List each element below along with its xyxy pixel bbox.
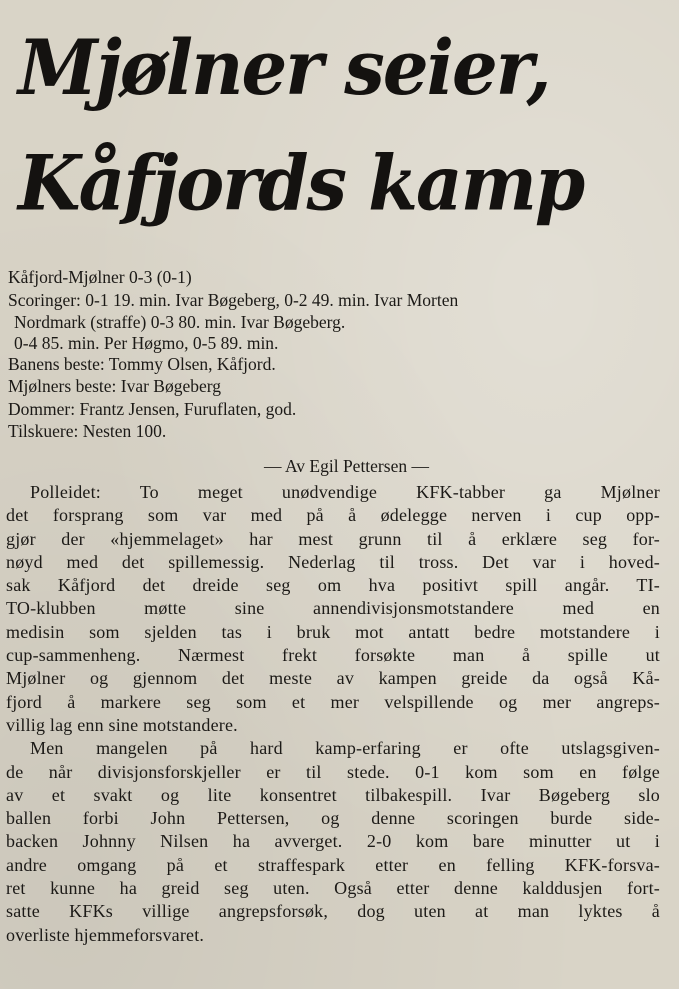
headline-line-1: Mjølner seier,	[18, 22, 550, 112]
spectators: Tilskuere: Nesten 100.	[8, 421, 167, 441]
headline-line-2: Kåfjords kamp	[18, 138, 584, 228]
article-body	[6, 481, 660, 947]
body-line: Men mangelen på hard kamp-erfaring er ofte utslagsgiven-	[30, 738, 660, 759]
body-line: av et svakt og lite konsentret tilbakespill. Ivar Bøgeberg slo	[6, 784, 660, 805]
body-line: overliste hjemmeforsvaret.	[6, 924, 205, 945]
body-line: andre omgang på et straffespark etter en felling KFK-forsva-	[6, 854, 660, 875]
byline: — Av Egil Pettersen —	[264, 456, 429, 476]
match-result: Kåfjord-Mjølner 0-3 (0-1)	[8, 267, 192, 287]
body-line: de når divisjonsforskjeller er til stede. 0-1 kom som en følge	[6, 761, 660, 782]
body-line: ballen forbi John Pettersen, og denne scoringen burde side-	[6, 808, 660, 829]
body-line: satte KFKs villige angrepsforsøk, dog uten at man lyktes å	[6, 901, 660, 922]
body-line: villig lag enn sine motstandere.	[6, 714, 238, 735]
body-line: TO-klubben møtte sine annendivisjonsmotstandere med en	[6, 598, 660, 619]
scorers-line-1: Scoringer: 0-1 19. min. Ivar Bøgeberg, 0-2 49. min. Ivar Morten	[8, 289, 459, 310]
referee: Dommer: Frantz Jensen, Furuflaten, god.	[8, 398, 297, 419]
headline	[18, 10, 668, 241]
scorers-line-2: Nordmark (straffe) 0-3 80. min. Ivar Bøgeberg.	[14, 312, 346, 332]
body-line: medisin som sjelden tas i bruk mot antatt bedre motstandere i	[6, 621, 660, 642]
body-line: cup-sammenheng. Nærmest frekt forsøkte man å spille ut	[6, 645, 660, 666]
body-line: Polleidet: To meget unødvendige KFK-tabber ga Mjølner	[30, 482, 660, 502]
best-on-pitch: Banens beste: Tommy Olsen, Kåfjord.	[8, 353, 276, 374]
body-line: backen Johnny Nilsen ha avverget. 2-0 kom bare minutter ut i	[6, 831, 660, 852]
body-line: nøyd med det spillemessig. Nederlag til tross. Det var i hoved-	[6, 551, 660, 572]
body-line: gjør der «hjemmelaget» har mest grunn til å erklære seg for-	[6, 528, 660, 549]
body-line: sak Kåfjord det dreide seg om hva positivt spill angår. TI-	[6, 575, 660, 596]
body-line: det forsprang som var med på å ødelegge nerven i cup opp-	[6, 505, 660, 526]
best-mjolner: Mjølners beste: Ivar Bøgeberg	[8, 376, 222, 396]
match-facts	[8, 266, 668, 443]
scorers-line-3: 0-4 85. min. Per Høgmo, 0-5 89. min.	[14, 332, 279, 353]
body-line: fjord å markere seg som et mer velspillende og mer angreps-	[6, 691, 660, 712]
body-line: ret kunne ha greid seg uten. Også etter denne kalddusjen fort-	[6, 878, 660, 899]
body-line: Mjølner og gjennom det meste av kampen greide da også Kå-	[6, 668, 660, 689]
